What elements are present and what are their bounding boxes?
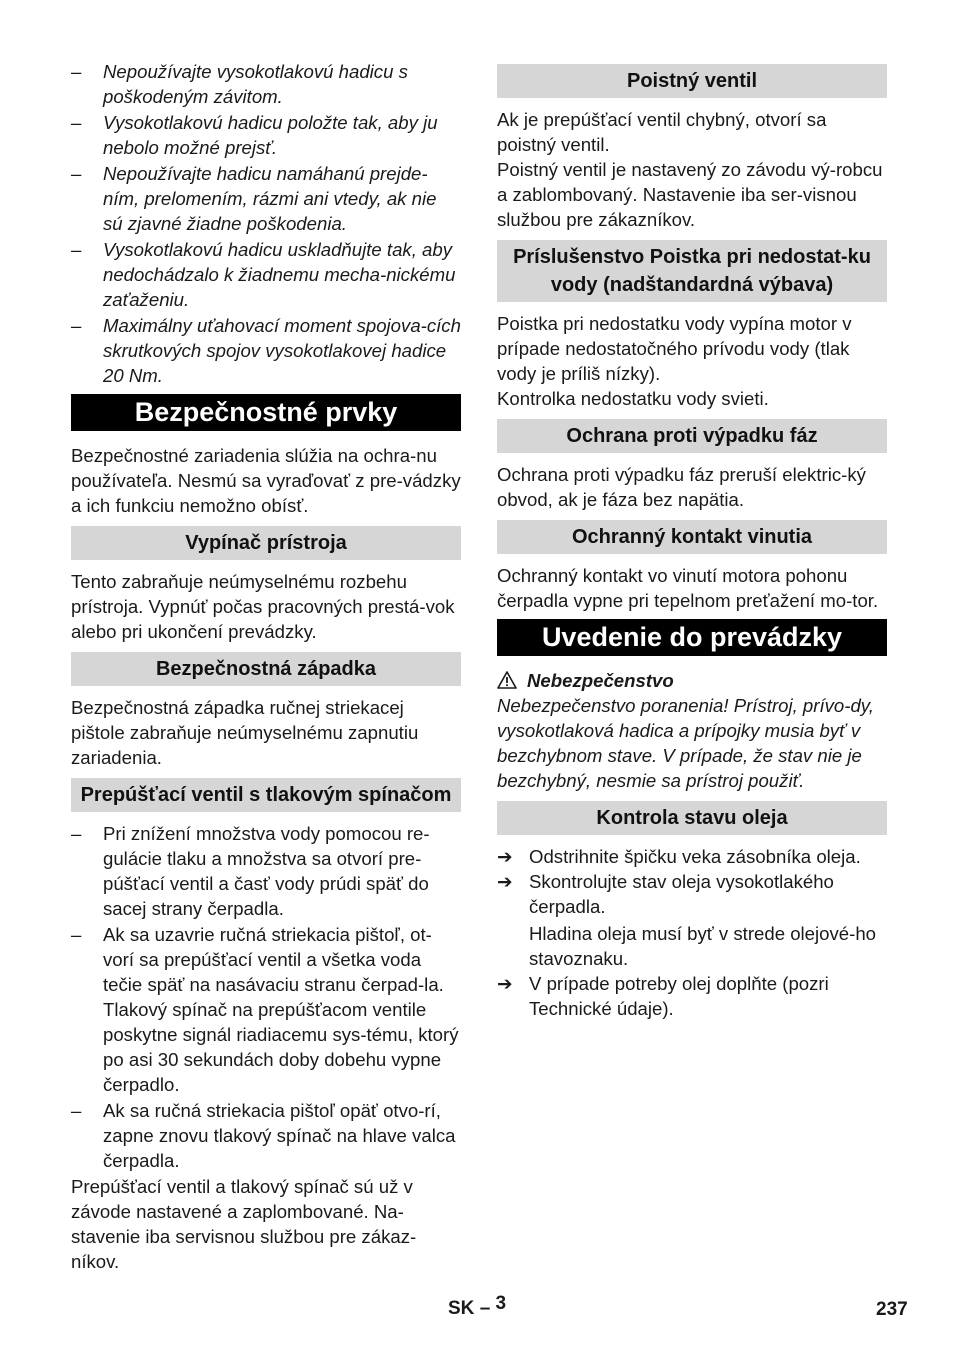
safety-valve-text-1: Ak je prepúšťací ventil chybný, otvorí sa poistný ventil. [497, 109, 827, 155]
water-shortage-heading: Príslušenstvo Poistka pri nedostat-ku vody (nadštandardná výbava) [497, 240, 887, 302]
list-item: – Nepoužívajte hadicu namáhanú prejde-ním, prelomením, rázmi ani vtedy, ak nie sú zjavné žiadne poškodenia. [71, 163, 437, 234]
list-item: – Maximálny uťahovací moment spojova-cích skrutkových spojov vysokotlakovej hadice 20 Nm. [71, 315, 461, 386]
warning-triangle-icon [497, 671, 517, 689]
phase-protection-text: Ochrana proti výpadku fáz preruší elektric-ký obvod, ak je fáza bez napätia. [497, 464, 866, 510]
overflow-valve-heading: Prepúšťací ventil s tlakovým spínačom [71, 778, 461, 812]
safety-catch-text: Bezpečnostná západka ručnej striekacej pištole zabraňuje neúmyselnému zapnutiu zariadenia. [71, 697, 419, 768]
list-item: – Nepoužívajte vysokotlakovú hadicu s poškodeným závitom. [71, 61, 408, 107]
danger-heading: Nebezpečenstvo [497, 668, 887, 693]
list-item: – Vysokotlakovú hadicu uskladňujte tak, aby nedochádzalo k žiadnemu mecha-nickému zaťaženiu. [71, 239, 456, 310]
list-item: – Ak sa ručná striekacia pištoľ opäť otvo-rí, zapne znovu tlakový spínač na hlave valca čerpadla. [71, 1100, 456, 1171]
list-item: – Vysokotlakovú hadicu položte tak, aby ju nebolo možné prejsť. [71, 112, 438, 158]
oil-level-note: Hladina oleja musí byť v strede olejové-ho stavoznaku. [529, 923, 877, 969]
phase-protection-heading: Ochrana proti výpadku fáz [497, 419, 887, 453]
device-switch-text: Tento zabraňuje neúmyselnému rozbehu prístroja. Vypnúť počas pracovných prestá-vok alebo pri ukončení prevádzky. [71, 571, 455, 642]
safety-valve-heading: Poistný ventil [497, 64, 887, 98]
water-shortage-text-1: Poistka pri nedostatku vody vypína motor v prípade nedostatočného prívodu vody (tlak vody je príliš nízky). [497, 313, 852, 384]
startup-heading: Uvedenie do prevádzky [497, 619, 887, 656]
overflow-valve-list [71, 821, 461, 1173]
water-shortage-text-2: Kontrolka nedostatku vody svieti. [497, 388, 769, 409]
winding-contact-heading: Ochranný kontakt vinutia [497, 520, 887, 554]
device-switch-heading: Vypínač prístroja [71, 526, 461, 560]
safety-features-heading: Bezpečnostné prvky [71, 394, 461, 431]
oil-check-heading: Kontrola stavu oleja [497, 801, 887, 835]
arrow-right-icon: ➔ [497, 871, 513, 892]
list-item: – Ak sa uzavrie ručná striekacia pištoľ, ot-vorí sa prepúšťací ventil a všetka voda tečie späť na nasávaciu stranu čerpad-la. Tlakový spínač na prepúšťacom ventile poskytne signál riadiacemu sys-tému, ktorý po asi 30 sekundách doby dobehu vypne čerpadlo. [71, 924, 459, 1095]
arrow-right-icon: ➔ [497, 973, 513, 994]
arrow-right-icon: ➔ [497, 846, 513, 867]
safety-valve-text-2: Poistný ventil je nastavený zo závodu vý-robcu a zablombovaný. Nastavenie iba ser-visnou službou pre zákazníkov. [497, 159, 883, 230]
list-item: ➔ Skontrolujte stav oleja vysokotlakého čerpadla. [497, 871, 834, 917]
list-item: ➔ Odstrihnite špičku veka zásobníka oleja. [497, 846, 861, 867]
list-item: ➔ V prípade potreby olej doplňte (pozri Technické údaje). [497, 973, 829, 1019]
footer-language-section: SK – 3 [448, 1293, 507, 1319]
right-column [497, 64, 887, 1021]
safety-features-text: Bezpečnostné zariadenia slúžia na ochra-nu používateľa. Nesmú sa vyraďovať z pre-vádzky a ich funkciu nemožno obísť. [71, 445, 461, 516]
danger-text: Nebezpečenstvo poranenia! Prístroj, prívo-dy, vysokotlaková hadica a prípojky musia byť v bezchybnom stave. V prípade, že stav nie je bezchybný, nesmie sa prístroj použiť. [497, 695, 874, 791]
dash-bullet: – [71, 112, 82, 133]
left-column [71, 59, 461, 1274]
safety-catch-heading: Bezpečnostná západka [71, 652, 461, 686]
dash-bullet: – [71, 239, 82, 260]
dash-bullet: – [71, 924, 82, 945]
dash-bullet: – [71, 315, 82, 336]
dash-bullet: – [71, 823, 82, 844]
hose-instructions-list [71, 59, 461, 388]
dash-bullet: – [71, 163, 82, 184]
winding-contact-text: Ochranný kontakt vo vinutí motora pohonu čerpadla vypne pri tepelnom preťažení mo-tor. [497, 565, 879, 611]
dash-bullet: – [71, 61, 82, 82]
page-number: 237 [876, 1299, 908, 1320]
oil-refill-step [497, 971, 887, 1021]
list-item: – Pri znížení množstva vody pomocou re-gulácie tlaku a množstva sa otvorí pre-púšťací ventil a časť vody prúdi späť do sacej strany čerpadla. [71, 823, 430, 919]
oil-check-steps [497, 844, 887, 919]
dash-bullet: – [71, 1100, 82, 1121]
overflow-valve-text: Prepúšťací ventil a tlakový spínač sú už v závode nastavené a zaplombované. Na-stavenie iba servisnou službou pre zákaz-níkov. [71, 1176, 417, 1272]
